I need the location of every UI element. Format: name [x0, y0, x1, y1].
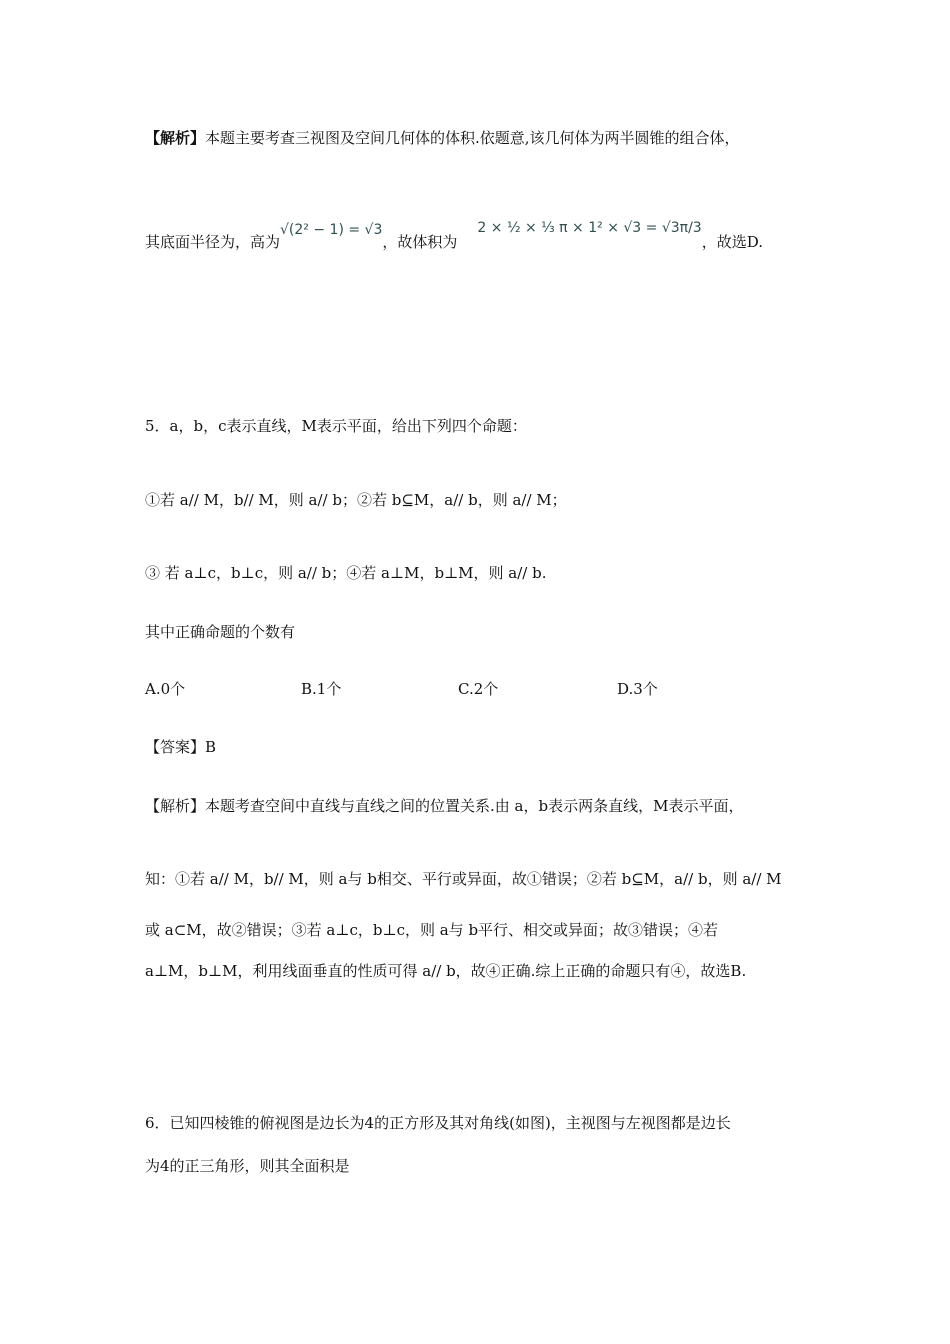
option-c: C.2个	[458, 680, 499, 698]
analysis-line2-prefix: 其底面半径为，高为	[145, 233, 281, 251]
q5-statements-2: ③ 若 a⊥c，b⊥c，则 a// b；④若 a⊥M，b⊥M，则 a// b.	[145, 564, 547, 582]
volume-formula: 2 × ½ × ⅓ π × 1² × √3 = √3π/3	[477, 220, 702, 236]
analysis-text: 本题主要考查三视图及空间几何体的体积.依题意,该几何体为两半圆锥的组合体，	[205, 129, 740, 147]
analysis-tag: 【解析】	[145, 129, 206, 147]
q5-answer: 【答案】B	[145, 738, 217, 756]
analysis-line-1	[145, 128, 740, 148]
analysis-line2-mid: ，故体积为	[382, 233, 458, 251]
q5-analysis-2: 知：①若 a// M，b// M，则 a与 b相交、平行或异面，故①错误；②若 b⊆M，a// b，则 a// M	[145, 870, 782, 888]
height-formula-image	[280, 220, 382, 240]
option-b: B.1个	[301, 680, 342, 698]
option-d: D.3个	[617, 680, 658, 698]
height-formula: √(2² − 1) = √3	[280, 222, 383, 238]
option-a: A.0个	[145, 680, 186, 698]
q5-statements-1: ①若 a// M，b// M，则 a// b；②若 b⊆M，a// b，则 a// M；	[145, 491, 567, 509]
q6-line-1: 6．已知四棱锥的俯视图是边长为4的正方形及其对角线(如图)，主视图与左视图都是边长	[145, 1114, 731, 1132]
analysis-line2-suffix: ，故选D.	[701, 233, 763, 251]
q5-analysis-1: 【解析】本题考查空间中直线与直线之间的位置关系.由 a，b表示两条直线，M表示平面，	[145, 797, 744, 815]
q5-options	[145, 679, 845, 699]
q5-stem: 5．a，b，c表示直线，M表示平面，给出下列四个命题：	[145, 417, 527, 435]
volume-formula-image	[477, 218, 701, 238]
analysis-line-2	[145, 220, 763, 252]
q5-analysis-4: a⊥M，b⊥M，利用线面垂直的性质可得 a// b，故④正确.综上正确的命题只有④，故选B.	[145, 962, 747, 980]
q6-line-2: 为4的正三角形，则其全面积是	[145, 1157, 350, 1175]
q5-analysis-3: 或 a⊂M，故②错误；③若 a⊥c，b⊥c，则 a与 b平行、相交或异面；故③错误；④若	[145, 921, 719, 939]
q5-question: 其中正确命题的个数有	[145, 623, 296, 641]
